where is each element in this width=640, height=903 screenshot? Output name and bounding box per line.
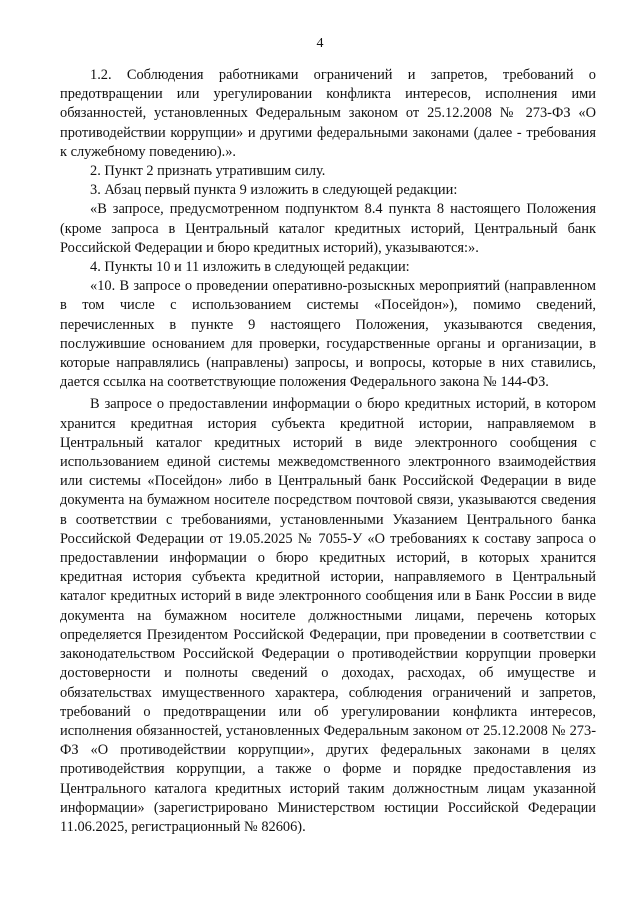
paragraph-point-4: 4. Пункты 10 и 11 изложить в следующей редакции: [90, 259, 410, 276]
paragraph-credit-history-request: В запросе о предоставлении информации о бюро кредитных историй, в котором хранится кредитная история субъекта кредитной истории, направляемом в Центральный каталог кредитных историй в виде электронного сообщения с использованием единой системы межведомственного электронного взаимодействия или системы «Посейдон» либо в Центральный банк Российской Федерации в виде документа на бумажном носителе посредством почтовой связи, указываются сведения в соответствии с требованиями, установленными Указанием Центрального банка Российской Федерации от 19.05.2025 № 7055-У «О требованиях к составу запроса о предоставлении информации о бюро кредитных историй, в которых хранится кредитная история субъекта кредитной истории, направляемого в Центральный каталог кредитных историй в виде электронного сообщения или в Банк России в виде документа на бумажном носителе должностными лицами, перечень которых определяется Президентом Российской Федерации, при проведении в соответствии с законодательством Российской Федерации о противодействии коррупции проверки достоверности и полноты сведений о доходах, расходах, об имуществе и обязательствах имущественного характера, соблюдения ограничений и запретов, требований о предотвращении или об урегулировании конфликта интересов, исполнения обязанностей, установленных Федеральным законом от 25.12.2008 № 273-ФЗ «О противодействии коррупции», других федеральных законами в целях противодействия коррупции, а также о форме и порядке предоставления из Центрального каталога кредитных историй таким должностным лицам указанной информации» (зарегистрировано Министерством юстиции Российской Федерации 11.06.2025, регистрационный № 82606). [60, 396, 596, 835]
paragraph-1-2: 1.2. Соблюдения работниками ограничений и запретов, требований о предотвращении или урегулировании конфликта интересов, исполнения ими обязанностей, установленных Федеральным законом от 25.12.2008 № 273-ФЗ «О противодействии коррупции» и другими федеральными законами (далее - требования к служебному поведению).». [60, 67, 596, 160]
paragraph-point-3-text: «В запросе, предусмотренном подпунктом 8.4 пункта 8 настоящего Положения (кроме запроса в Центральный каталог кредитных историй, Центральный банк Российской Федерации и бюро кредитных историй), указываются:». [60, 201, 596, 256]
paragraph-point-10: «10. В запросе о проведении оперативно-розыскных мероприятий (направленном в том числе с использованием системы «Посейдон»), помимо сведений, перечисленных в пункте 9 настоящего Положения, указываются сведения, послужившие основанием для проверки, государственные органы и организации, в которые направлялись (направлены) запросы, и вопросы, которые в них ставились, дается ссылка на соответствующие положения Федерального закона № 144-ФЗ. [60, 278, 596, 391]
page-number: 4 [316, 36, 324, 51]
document-body [60, 66, 596, 837]
paragraph-point-3: 3. Абзац первый пункта 9 изложить в следующей редакции: [90, 182, 458, 199]
paragraph-point-2: 2. Пункт 2 признать утратившим силу. [90, 163, 326, 180]
